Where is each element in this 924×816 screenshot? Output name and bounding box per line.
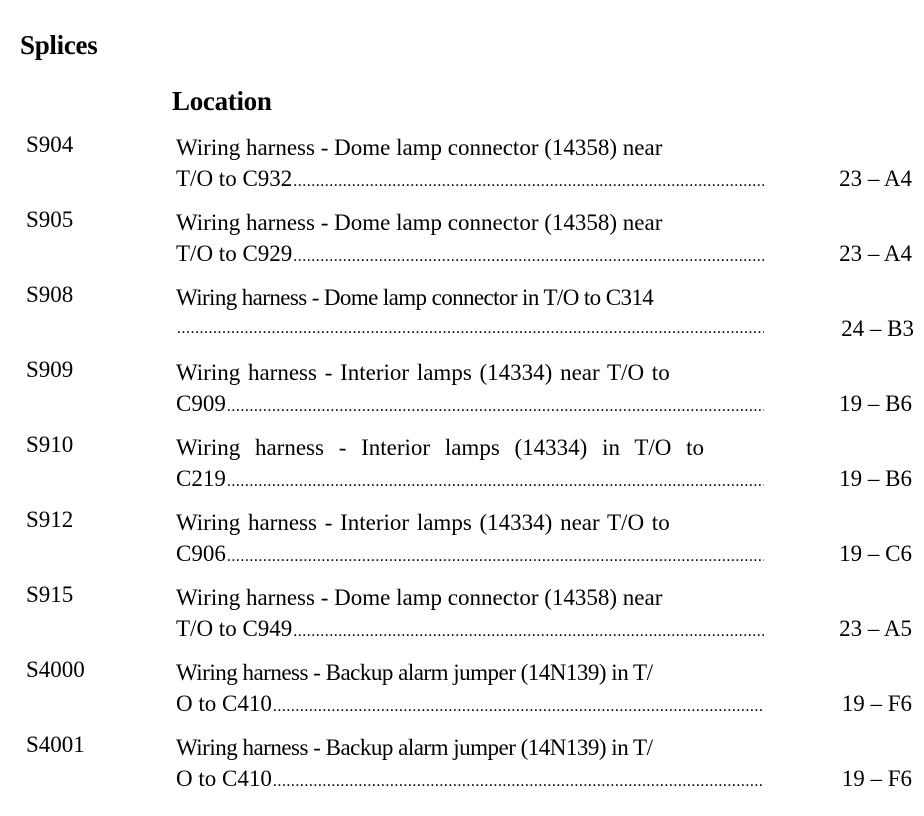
description-end: C909 <box>176 391 226 416</box>
description-continuation <box>176 538 764 572</box>
description-continuation <box>176 463 764 497</box>
splice-row <box>0 503 924 578</box>
description-end: T/O to C929 <box>176 241 293 266</box>
description-line: Wiring harness - Dome lamp connector (14358) near <box>176 210 663 235</box>
splice-description <box>176 732 766 797</box>
description-end: C906 <box>176 541 226 566</box>
dot-leader <box>273 766 764 797</box>
location-reference: 23 – A5 <box>839 616 912 641</box>
splice-row <box>0 728 924 803</box>
splice-id: S909 <box>26 357 74 382</box>
splice-id: S910 <box>26 432 74 457</box>
description-end: T/O to C949 <box>176 616 293 641</box>
description-continuation <box>176 763 764 797</box>
description-line: Wiring harness - Interior lamps (14334) near T/O to <box>176 360 670 385</box>
dot-leader <box>293 166 764 197</box>
splice-description <box>176 132 766 197</box>
splice-id: S915 <box>26 582 74 607</box>
dot-leader <box>227 466 764 497</box>
location-reference: 19 – C6 <box>839 541 912 566</box>
description-end: C219 <box>176 466 226 491</box>
description-continuation <box>176 313 764 344</box>
description-continuation <box>176 238 764 272</box>
splice-row <box>0 278 924 353</box>
splice-row <box>0 578 924 653</box>
splice-description <box>176 357 766 422</box>
location-reference: 19 – F6 <box>841 766 912 791</box>
description-continuation <box>176 688 764 722</box>
splice-row <box>0 653 924 728</box>
splice-row <box>0 353 924 428</box>
description-line: Wiring harness - Interior lamps (14334) near T/O to <box>176 510 670 535</box>
description-line: Wiring harness - Backup alarm jumper (14N139) in T/ <box>176 735 653 760</box>
dot-leader <box>273 691 764 722</box>
description-line: Wiring harness - Interior lamps (14334) in T/O to <box>176 435 705 460</box>
location-reference: 24 – B3 <box>841 316 914 341</box>
description-continuation <box>176 388 764 422</box>
dot-leader <box>293 616 764 647</box>
location-reference: 23 – A4 <box>839 166 912 191</box>
splice-id: S905 <box>26 207 74 232</box>
location-reference: 23 – A4 <box>839 241 912 266</box>
description-end: O to C410 <box>176 766 272 791</box>
description-line: Wiring harness - Dome lamp connector in T/O to C314 <box>176 285 654 310</box>
splice-id: S908 <box>26 282 74 307</box>
splice-description <box>176 207 766 272</box>
splice-id: S912 <box>26 507 74 532</box>
description-line: Wiring harness - Dome lamp connector (14358) near <box>176 585 663 610</box>
location-reference: 19 – B6 <box>839 391 912 416</box>
splice-description <box>176 657 766 722</box>
description-end: O to C410 <box>176 691 272 716</box>
splice-row <box>0 128 924 203</box>
splice-row <box>0 203 924 278</box>
description-end: T/O to C932 <box>176 166 293 191</box>
splice-id: S4000 <box>26 657 85 682</box>
dot-leader <box>227 391 764 422</box>
splice-description <box>176 582 766 647</box>
page-title: Splices <box>20 30 98 60</box>
description-line: Wiring harness - Backup alarm jumper (14N139) in T/ <box>176 660 653 685</box>
dot-leader <box>293 241 764 272</box>
description-continuation <box>176 163 764 197</box>
splice-description <box>176 507 766 572</box>
splice-list <box>0 128 924 803</box>
description-line: Wiring harness - Dome lamp connector (14358) near <box>176 135 663 160</box>
description-continuation <box>176 613 764 647</box>
location-column-heading: Location <box>172 86 272 116</box>
location-reference: 19 – F6 <box>841 691 912 716</box>
splice-id: S4001 <box>26 732 85 757</box>
splice-row <box>0 428 924 503</box>
splice-description <box>176 282 766 344</box>
dot-leader <box>177 313 764 344</box>
dot-leader <box>227 541 764 572</box>
splice-id: S904 <box>26 132 74 157</box>
splice-description <box>176 432 766 497</box>
location-reference: 19 – B6 <box>839 466 912 491</box>
